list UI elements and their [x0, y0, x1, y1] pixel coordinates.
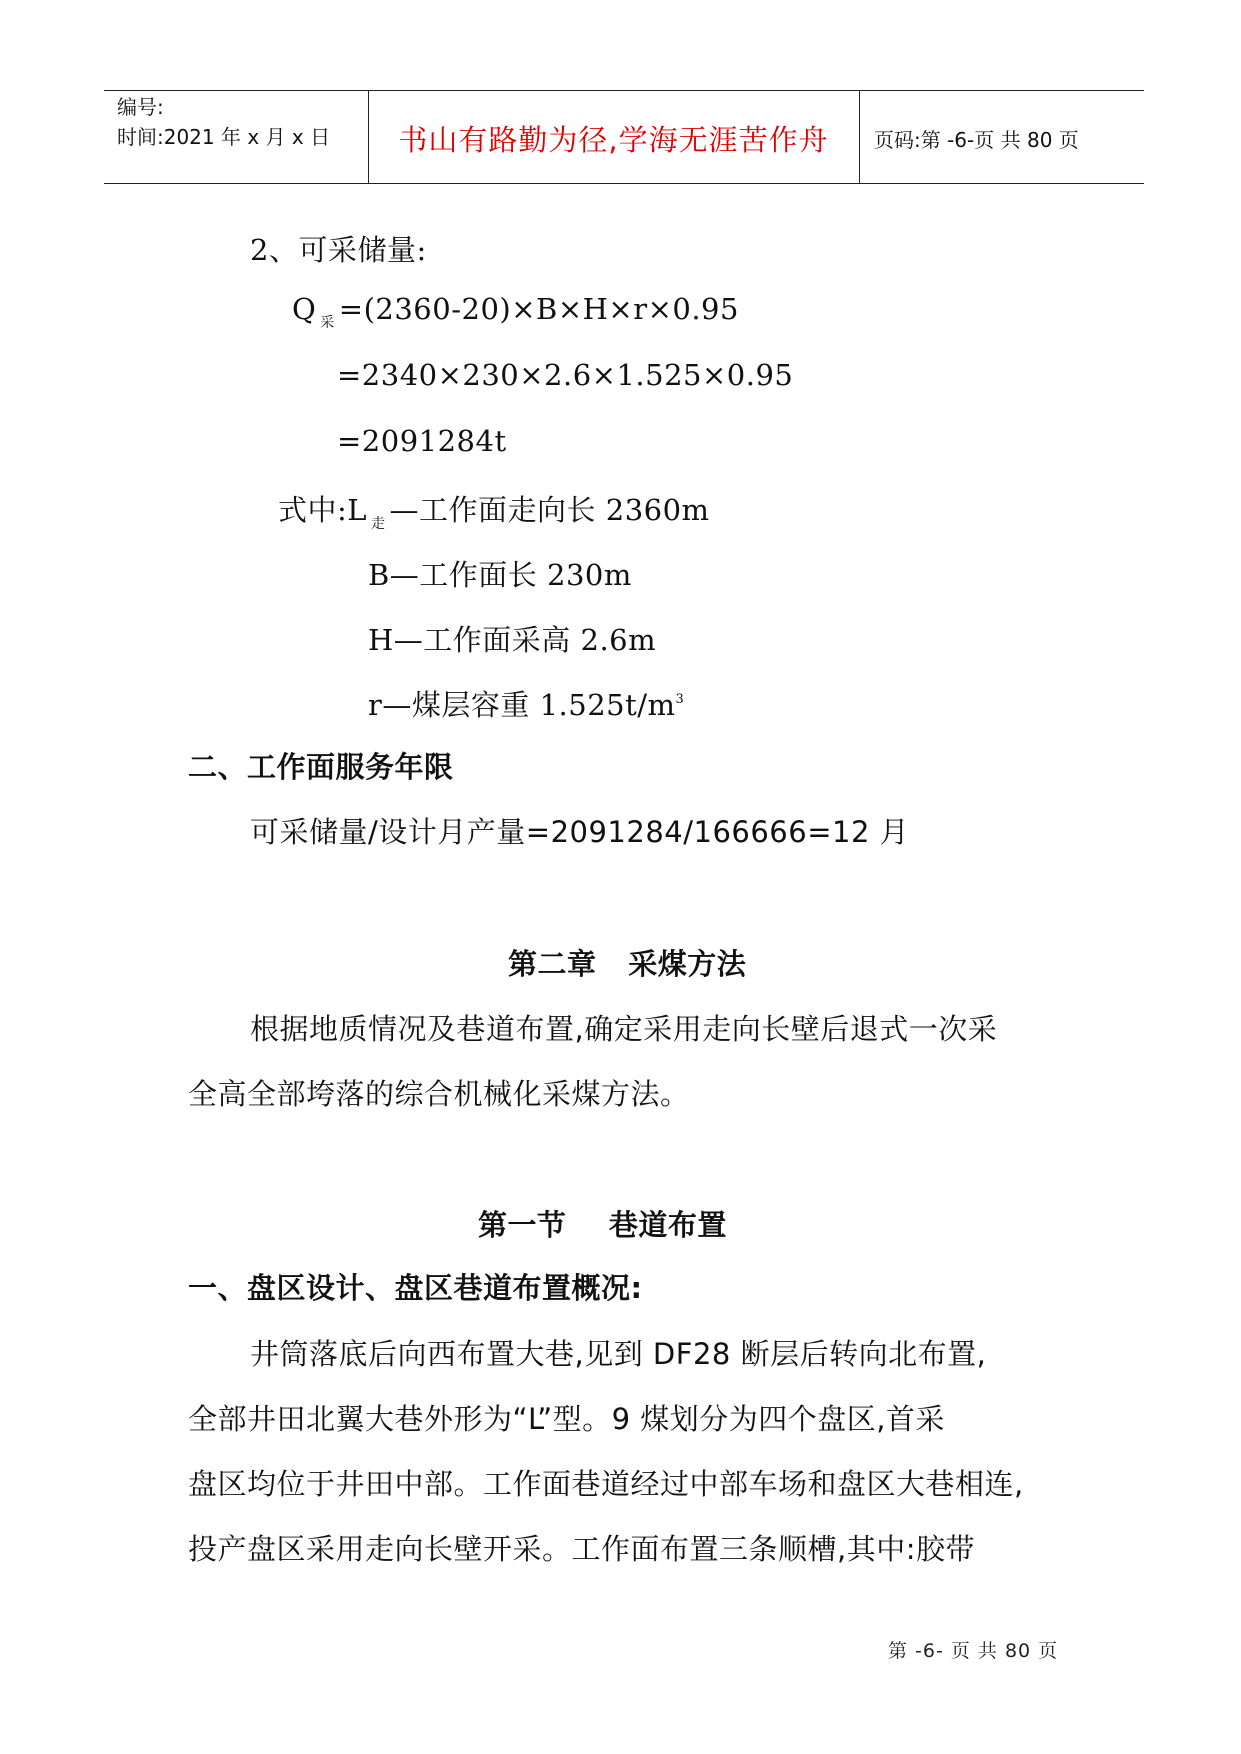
legend-r-text: r—煤层容重 1.525t/m	[368, 688, 676, 722]
footer-page-number: 第 -6- 页 共 80 页	[888, 1640, 1059, 1662]
legend-line-h: H—工作面采高 2.6m	[368, 623, 657, 657]
legend-line-r	[368, 683, 684, 724]
heading-panel-design: 一、盘区设计、盘区巷道布置概况:	[188, 1271, 643, 1305]
formula-q-symbol: Q	[292, 292, 317, 326]
legend-r-superscript: 3	[675, 692, 685, 707]
header-top-rule	[104, 90, 1144, 91]
header-divider-right	[859, 90, 860, 183]
paragraph-method-line-1: 根据地质情况及巷道布置,确定采用走向长壁后退式一次采	[250, 1012, 998, 1046]
header-motto: 书山有路勤为径,学海无涯苦作舟	[398, 123, 829, 157]
formula-line-1-expression: =(2360-20)×B×H×r×0.95	[338, 292, 739, 326]
legend-line-l	[278, 488, 710, 532]
paragraph-method-line-2: 全高全部垮落的综合机械化采煤方法。	[188, 1077, 690, 1111]
item-recoverable-reserves: 2、可采储量:	[250, 233, 427, 267]
chapter-title: 第二章 采煤方法	[508, 947, 747, 981]
formula-line-3: =2091284t	[337, 424, 507, 458]
header-bottom-rule	[104, 183, 1144, 184]
legend-l-prefix: 式中:L	[278, 493, 368, 527]
legend-l-text: —工作面走向长 2360m	[389, 493, 710, 527]
legend-line-b: B—工作面长 230m	[368, 558, 632, 592]
paragraph-layout-line-4: 投产盘区采用走向长壁开采。工作面布置三条顺槽,其中:胶带	[188, 1532, 975, 1566]
header-info	[117, 92, 330, 152]
formula-line-2: =2340×230×2.6×1.525×0.95	[337, 358, 794, 392]
paragraph-layout-line-2: 全部井田北翼大巷外形为“L”型。9 煤划分为四个盘区,首采	[188, 1402, 945, 1436]
paragraph-layout-line-1: 井筒落底后向西布置大巷,见到 DF28 断层后转向北布置,	[250, 1337, 987, 1371]
formula-line-1	[292, 292, 739, 331]
legend-l-subscript: 走	[371, 516, 386, 532]
header-page-number: 页码:第 -6-页 共 80 页	[874, 128, 1079, 152]
service-life-formula: 可采储量/设计月产量=2091284/166666=12 月	[250, 815, 910, 849]
document-number-label: 编号:	[117, 95, 164, 119]
heading-service-life: 二、工作面服务年限	[188, 750, 454, 784]
formula-q-subscript: 采	[320, 315, 335, 331]
document-time-label: 时间:2021 年 x 月 x 日	[117, 125, 331, 149]
section-title: 第一节 巷道布置	[478, 1208, 727, 1242]
paragraph-layout-line-3: 盘区均位于井田中部。工作面巷道经过中部车场和盘区大巷相连,	[188, 1467, 1024, 1501]
